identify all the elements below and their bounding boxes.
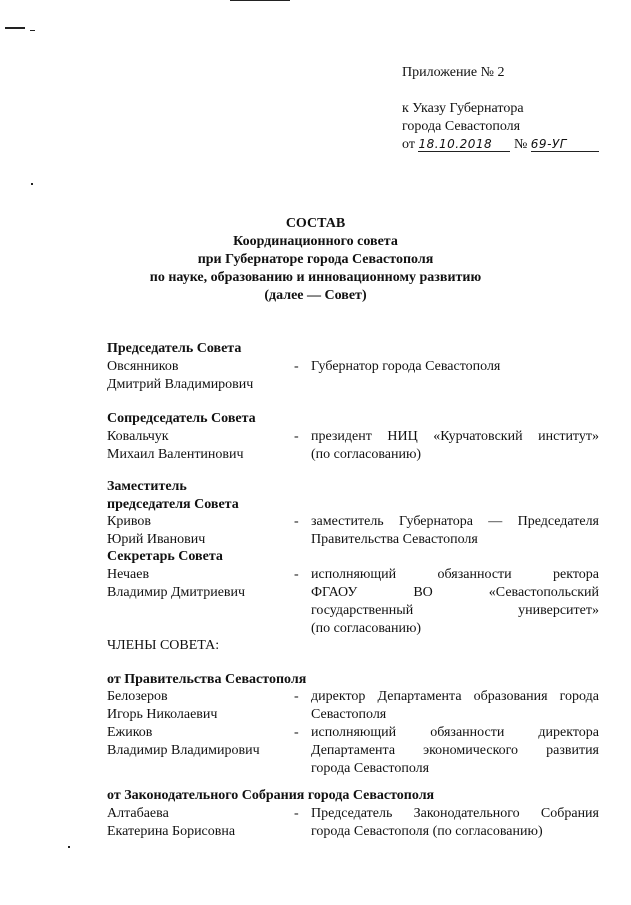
- dash: -: [294, 689, 299, 704]
- surname: Алтабаева: [107, 806, 169, 821]
- title-line-2: Координационного совета: [233, 234, 398, 249]
- surname: Овсянников: [107, 359, 179, 374]
- surname: Ковальчук: [107, 429, 169, 444]
- cochair-heading: Сопредседатель Совета: [107, 411, 256, 426]
- secretary-heading: Секретарь Совета: [107, 549, 223, 564]
- person-role: [311, 688, 599, 724]
- dash: -: [294, 806, 299, 821]
- person-name: [107, 513, 287, 549]
- person-role: [311, 513, 599, 549]
- number-prefix: №: [513, 137, 528, 152]
- scan-mark: [5, 27, 25, 29]
- role-line: Севастополя: [311, 707, 387, 722]
- role-line: (по согласованию): [311, 447, 422, 462]
- dash: -: [294, 359, 299, 374]
- deputy-heading-2: председателя Совета: [107, 497, 239, 512]
- person-name: [107, 688, 287, 724]
- role-line: Правительства Севастополя: [311, 532, 478, 547]
- dash: -: [294, 514, 299, 529]
- person-name: [107, 428, 287, 464]
- government-heading: от Правительства Севастополя: [107, 672, 307, 687]
- person-name: [107, 805, 287, 841]
- given-names: Михаил Валентинович: [107, 447, 244, 462]
- person-role: [311, 805, 599, 841]
- annex-decree-ref: к Указу Губернатора: [402, 101, 524, 116]
- role-line: города Севастополя (по согласованию): [311, 824, 543, 839]
- scan-mark: [230, 0, 290, 1]
- person-name: [107, 724, 287, 760]
- role-line: Департамента экономического развития: [311, 743, 599, 758]
- given-names: Екатерина Борисовна: [107, 824, 236, 839]
- members-heading: ЧЛЕНЫ СОВЕТА:: [107, 638, 220, 653]
- person-name: [107, 358, 287, 394]
- role-line: государственный университет»: [311, 603, 599, 618]
- role-line: (по согласованию): [311, 621, 422, 636]
- role-line: Председатель Законодательного Собрания: [311, 806, 599, 821]
- title-line-4: по науке, образованию и инновационному развитию: [149, 270, 482, 285]
- person-role: [311, 566, 599, 638]
- given-names: Юрий Иванович: [107, 532, 206, 547]
- title-line-3: при Губернаторе города Севастополя: [197, 252, 434, 267]
- annex-decree-city: города Севастополя: [402, 119, 521, 134]
- person-role: [311, 358, 599, 376]
- chair-heading: Председатель Совета: [107, 341, 242, 356]
- role-line: ФГАОУ ВО «Севастопольский: [311, 585, 599, 600]
- annex-block: [402, 64, 617, 154]
- person-role: [311, 724, 599, 778]
- role-line: заместитель Губернатора — Председателя: [311, 514, 599, 529]
- annex-date-line: [402, 136, 617, 154]
- given-names: Владимир Владимирович: [107, 743, 260, 758]
- role-line: Губернатор города Севастополя: [311, 359, 501, 374]
- document-title: [0, 215, 631, 305]
- dash: -: [294, 725, 299, 740]
- surname: Белозеров: [107, 689, 168, 704]
- surname: Ежиков: [107, 725, 153, 740]
- council-list: [107, 340, 599, 860]
- annex-number: Приложение № 2: [402, 65, 505, 80]
- role-line: города Севастополя: [311, 761, 430, 776]
- person-name: [107, 566, 287, 602]
- role-line: президент НИЦ «Курчатовский институт»: [311, 429, 599, 444]
- deputy-heading-1: Заместитель: [107, 479, 187, 494]
- surname: Нечаев: [107, 567, 150, 582]
- scan-mark: [68, 846, 70, 848]
- scan-mark: [30, 30, 35, 31]
- title-line-5: (далее — Совет): [264, 288, 367, 303]
- role-line: исполняющий обязанности директора: [311, 725, 599, 740]
- title-line-1: СОСТАВ: [285, 216, 346, 231]
- given-names: Игорь Николаевич: [107, 707, 218, 722]
- role-line: исполняющий обязанности ректора: [311, 567, 599, 582]
- decree-date: 18.10.2018: [418, 137, 510, 152]
- role-line: директор Департамента образования города: [311, 689, 599, 704]
- legislature-heading: от Законодательного Собрания города Севастополя: [107, 788, 435, 803]
- surname: Кривов: [107, 514, 151, 529]
- date-prefix: от: [402, 137, 415, 152]
- given-names: Владимир Дмитриевич: [107, 585, 246, 600]
- decree-number: 69-УГ: [531, 137, 599, 152]
- dash: -: [294, 567, 299, 582]
- scan-mark: [31, 183, 33, 185]
- person-role: [311, 428, 599, 464]
- dash: -: [294, 429, 299, 444]
- given-names: Дмитрий Владимирович: [107, 377, 254, 392]
